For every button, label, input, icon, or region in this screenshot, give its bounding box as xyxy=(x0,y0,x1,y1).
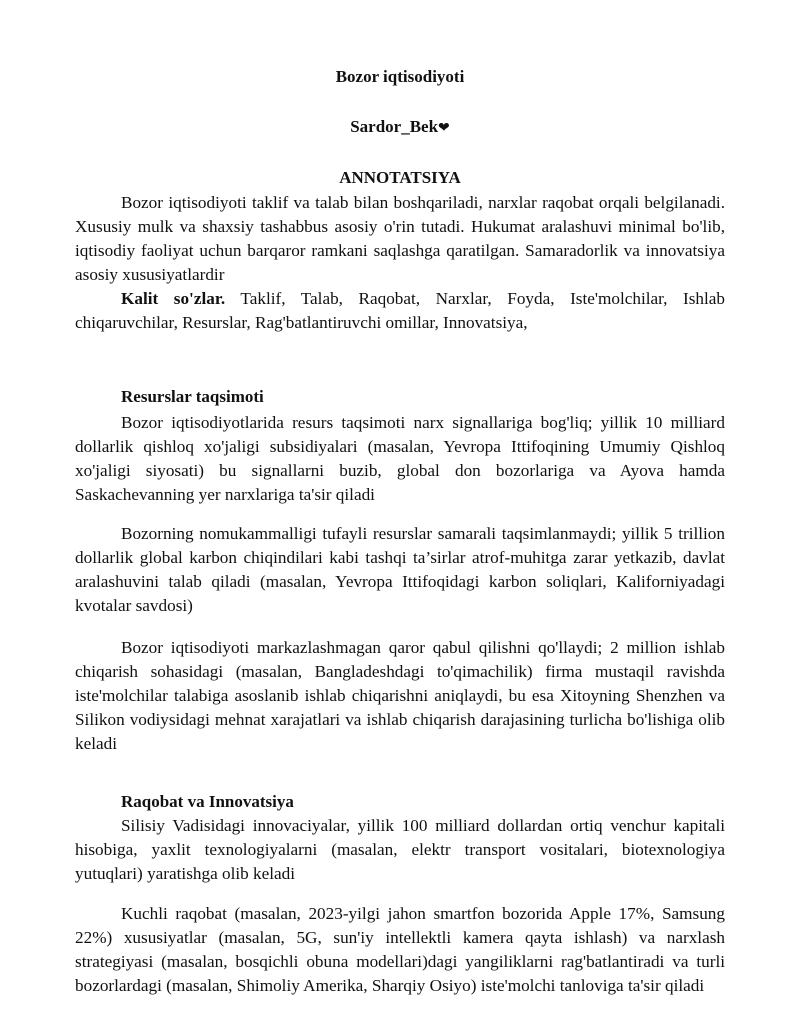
section1-paragraph-2: Bozorning nomukammalligi tufayli resurslar samarali taqsimlanmaydi; yillik 5 trillion dollarlik global karbon chiqindilari kabi tashqi ta’sirlar atrof-muhitga zarar yetkazib, davlat aralashuvini talab qiladi (masalan, Yevropa Ittifoqidagi karbon soliqlari, Kaliforniyadagi kvotalar savdosi) xyxy=(75,524,725,615)
heart-icon: ❤ xyxy=(438,120,450,136)
section1-paragraph-3: Bozor iqtisodiyoti markazlashmagan qaror qabul qilishni qo'llaydi; 2 million ishlab chiqarish sohasidagi (masalan, Bangladeshdagi to'qimachilik) firma mustaqil ravishda iste'molchilar talabiga asoslanib ishlab chiqarishni aniqlaydi, bu esa Xitoyning Shenzhen va Silikon vodiysidagi mehnat xarajatlari va ishlab chiqarish darajasining turlicha bo'lishiga olib keladi xyxy=(75,638,725,753)
section2-paragraph-1: Silisiy Vadisidagi innovaciyalar, yillik 100 milliard dollardan ortiq venchur kapitali hisobiga, yaxlit texnologiyalarni (masalan, elektr transport vositalari, biotexnologiya yutuqlari) yaratishga olib keladi xyxy=(75,816,725,883)
section-heading-resources: Resurslar taqsimoti xyxy=(121,387,264,406)
section-heading-competition: Raqobat va Innovatsiya xyxy=(121,792,294,811)
section1-paragraph-1: Bozor iqtisodiyotlarida resurs taqsimoti narx signallariga bog'liq; yillik 10 milliard dollarlik qishloq xo'jaligi subsidiyalari (masalan, Yevropa Ittifoqining Umumiy Qishloq xo'jaligi siyosati) bu signallarni buzib, global don bozorlariga va Ayova hamda Saskachevanning yer narxlariga ta'sir qiladi xyxy=(75,413,725,504)
keywords-label: Kalit so'zlar. xyxy=(121,289,226,308)
author-line xyxy=(0,117,800,138)
annotation-heading: ANNOTATSIYA xyxy=(339,168,461,187)
author-name: Sardor_Bek xyxy=(350,117,439,136)
keywords-text: Taklif, Talab, Raqobat, Narxlar, Foyda, Iste'molchilar, Ishlab chiqaruvchilar, Resurslar, Rag'batlantiruvchi omillar, Innovatsiya, xyxy=(75,289,726,332)
section2-paragraph-2: Kuchli raqobat (masalan, 2023-yilgi jahon smartfon bozorida Apple 17%, Samsung 22%) xususiyatlar (masalan, 5G, sun'iy intellektli kamera qayta ishlash) va narxlash strategiyasi (masalan, bosqichli obuna modellari)dagi yangiliklarni rag'batlantiradi va turli bozorlardagi (masalan, Shimoliy Amerika, Sharqiy Osiyo) iste'molchi tanloviga ta'sir qiladi xyxy=(75,904,725,995)
document-title: Bozor iqtisodiyoti xyxy=(335,67,465,86)
keywords-paragraph xyxy=(75,287,725,335)
annotation-paragraph: Bozor iqtisodiyoti taklif va talab bilan boshqariladi, narxlar raqobat orqali belgilanadi. Xususiy mulk va shaxsiy tashabbus asosiy o'rin tutadi. Hukumat aralashuvi minimal bo'lib, iqtisodiy faoliyat uchun barqaror ramkani saqlashga qaratilgan. Samaradorlik va innovatsiya asosiy xususiyatlardir xyxy=(75,193,725,284)
